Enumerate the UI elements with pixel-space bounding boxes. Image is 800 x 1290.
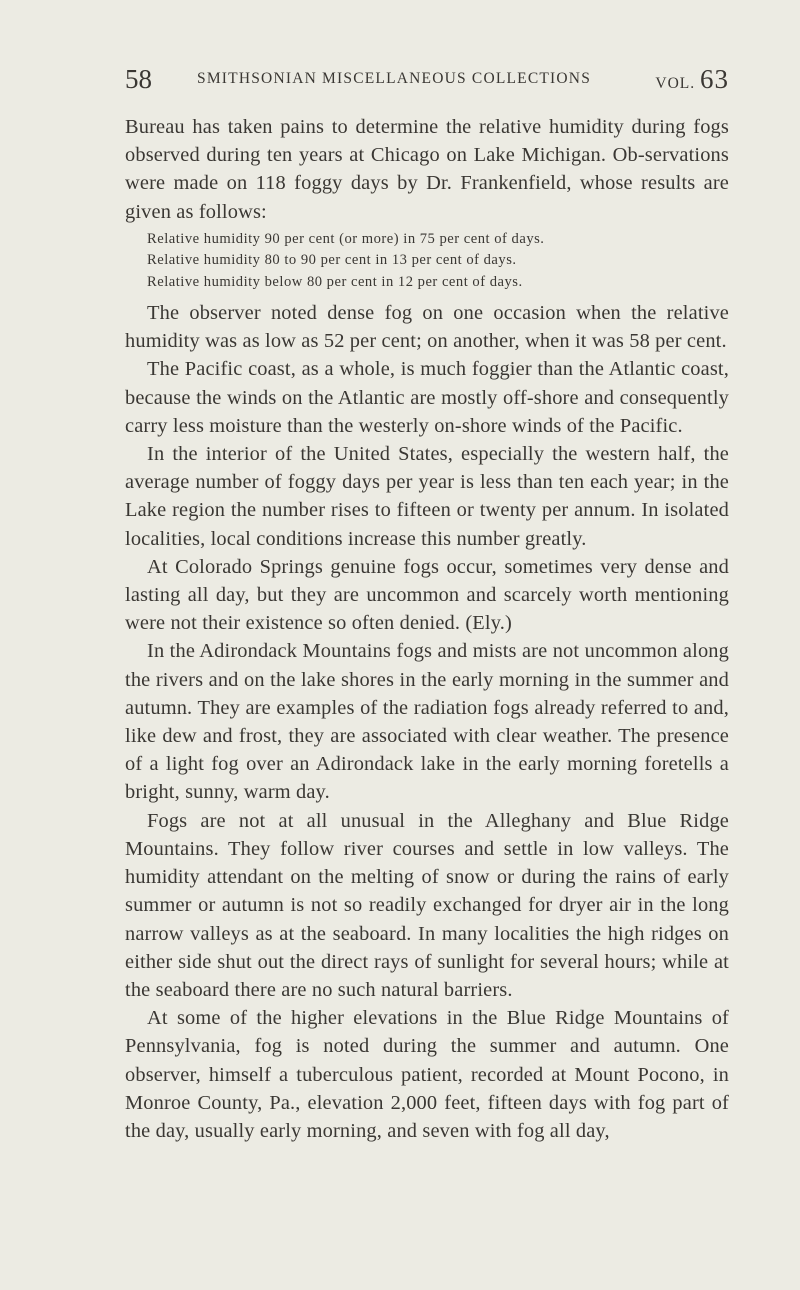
paragraph-1: Bureau has taken pains to determine the relative humidity during fogs observed during ten years at Chicago on Lake Michigan. Ob-servations were made on 118 foggy days by Dr. Frankenfield, whose results are given as follows: (125, 116, 729, 223)
humidity-list (147, 229, 729, 293)
humidity-line: Relative humidity below 80 per cent in 12 per cent of days. (147, 273, 523, 290)
page-body (125, 113, 729, 1145)
volume-prefix: VOL. (655, 75, 696, 92)
paragraph-3: The Pacific coast, as a whole, is much foggier than the Atlantic coast, because the winds on the Atlantic are mostly off-shore and consequently carry less moisture than the westerly on-shore winds of the Pacific. (125, 358, 729, 437)
paragraph-5: At Colorado Springs genuine fogs occur, sometimes very dense and lasting all day, but they are uncommon and scarcely worth mentioning were not their existence so often denied. (Ely.) (125, 555, 729, 635)
volume-label (655, 62, 729, 101)
running-head: SMITHSONIAN MISCELLANEOUS COLLECTIONS (197, 70, 592, 87)
paragraph-2: The observer noted dense fog on one occasion when the relative humidity was as low as 52 per cent; on another, when it was 58 per cent. (125, 302, 729, 353)
paragraph-6: In the Adirondack Mountains fogs and mists are not uncommon along the rivers and on the lake shores in the early morning in the summer and autumn. They are examples of the radiation fogs already referred to and, like dew and frost, they are associated with clear weather. The presence of a light fog over an Adirondack lake in the early morning foretells a bright, sunny, warm day. (125, 640, 729, 804)
humidity-line: Relative humidity 90 per cent (or more) in 75 per cent of days. (147, 230, 545, 247)
page-number: 58 (125, 64, 152, 94)
volume-number: 63 (700, 64, 729, 94)
humidity-line: Relative humidity 80 to 90 per cent in 13 per cent of days. (147, 252, 517, 269)
page-header (125, 62, 729, 96)
paragraph-8: At some of the higher elevations in the Blue Ridge Mountains of Pennsylvania, fog is noted during the summer and autumn. One observer, himself a tuberculous patient, recorded at Mount Pocono, in Monroe County, Pa., elevation 2,000 feet, fifteen days with fog part of the day, usually early morning, and seven with fog all day, (125, 1007, 729, 1142)
paragraph-7: Fogs are not at all unusual in the Alleghany and Blue Ridge Mountains. They follow river courses and settle in low valleys. The humidity attendant on the melting of snow or during the rains of early summer or autumn is not so readily exchanged for dryer air in the long narrow valleys as at the seaboard. In many localities the high ridges on either side shut out the direct rays of sunlight for several hours; while at the seaboard there are no such natural barriers. (125, 809, 729, 1001)
paragraph-4: In the interior of the United States, especially the western half, the average number of foggy days per year is less than ten each year; in the Lake region the number rises to fifteen or twenty per annum. In isolated localities, local conditions increase this number greatly. (125, 443, 729, 550)
